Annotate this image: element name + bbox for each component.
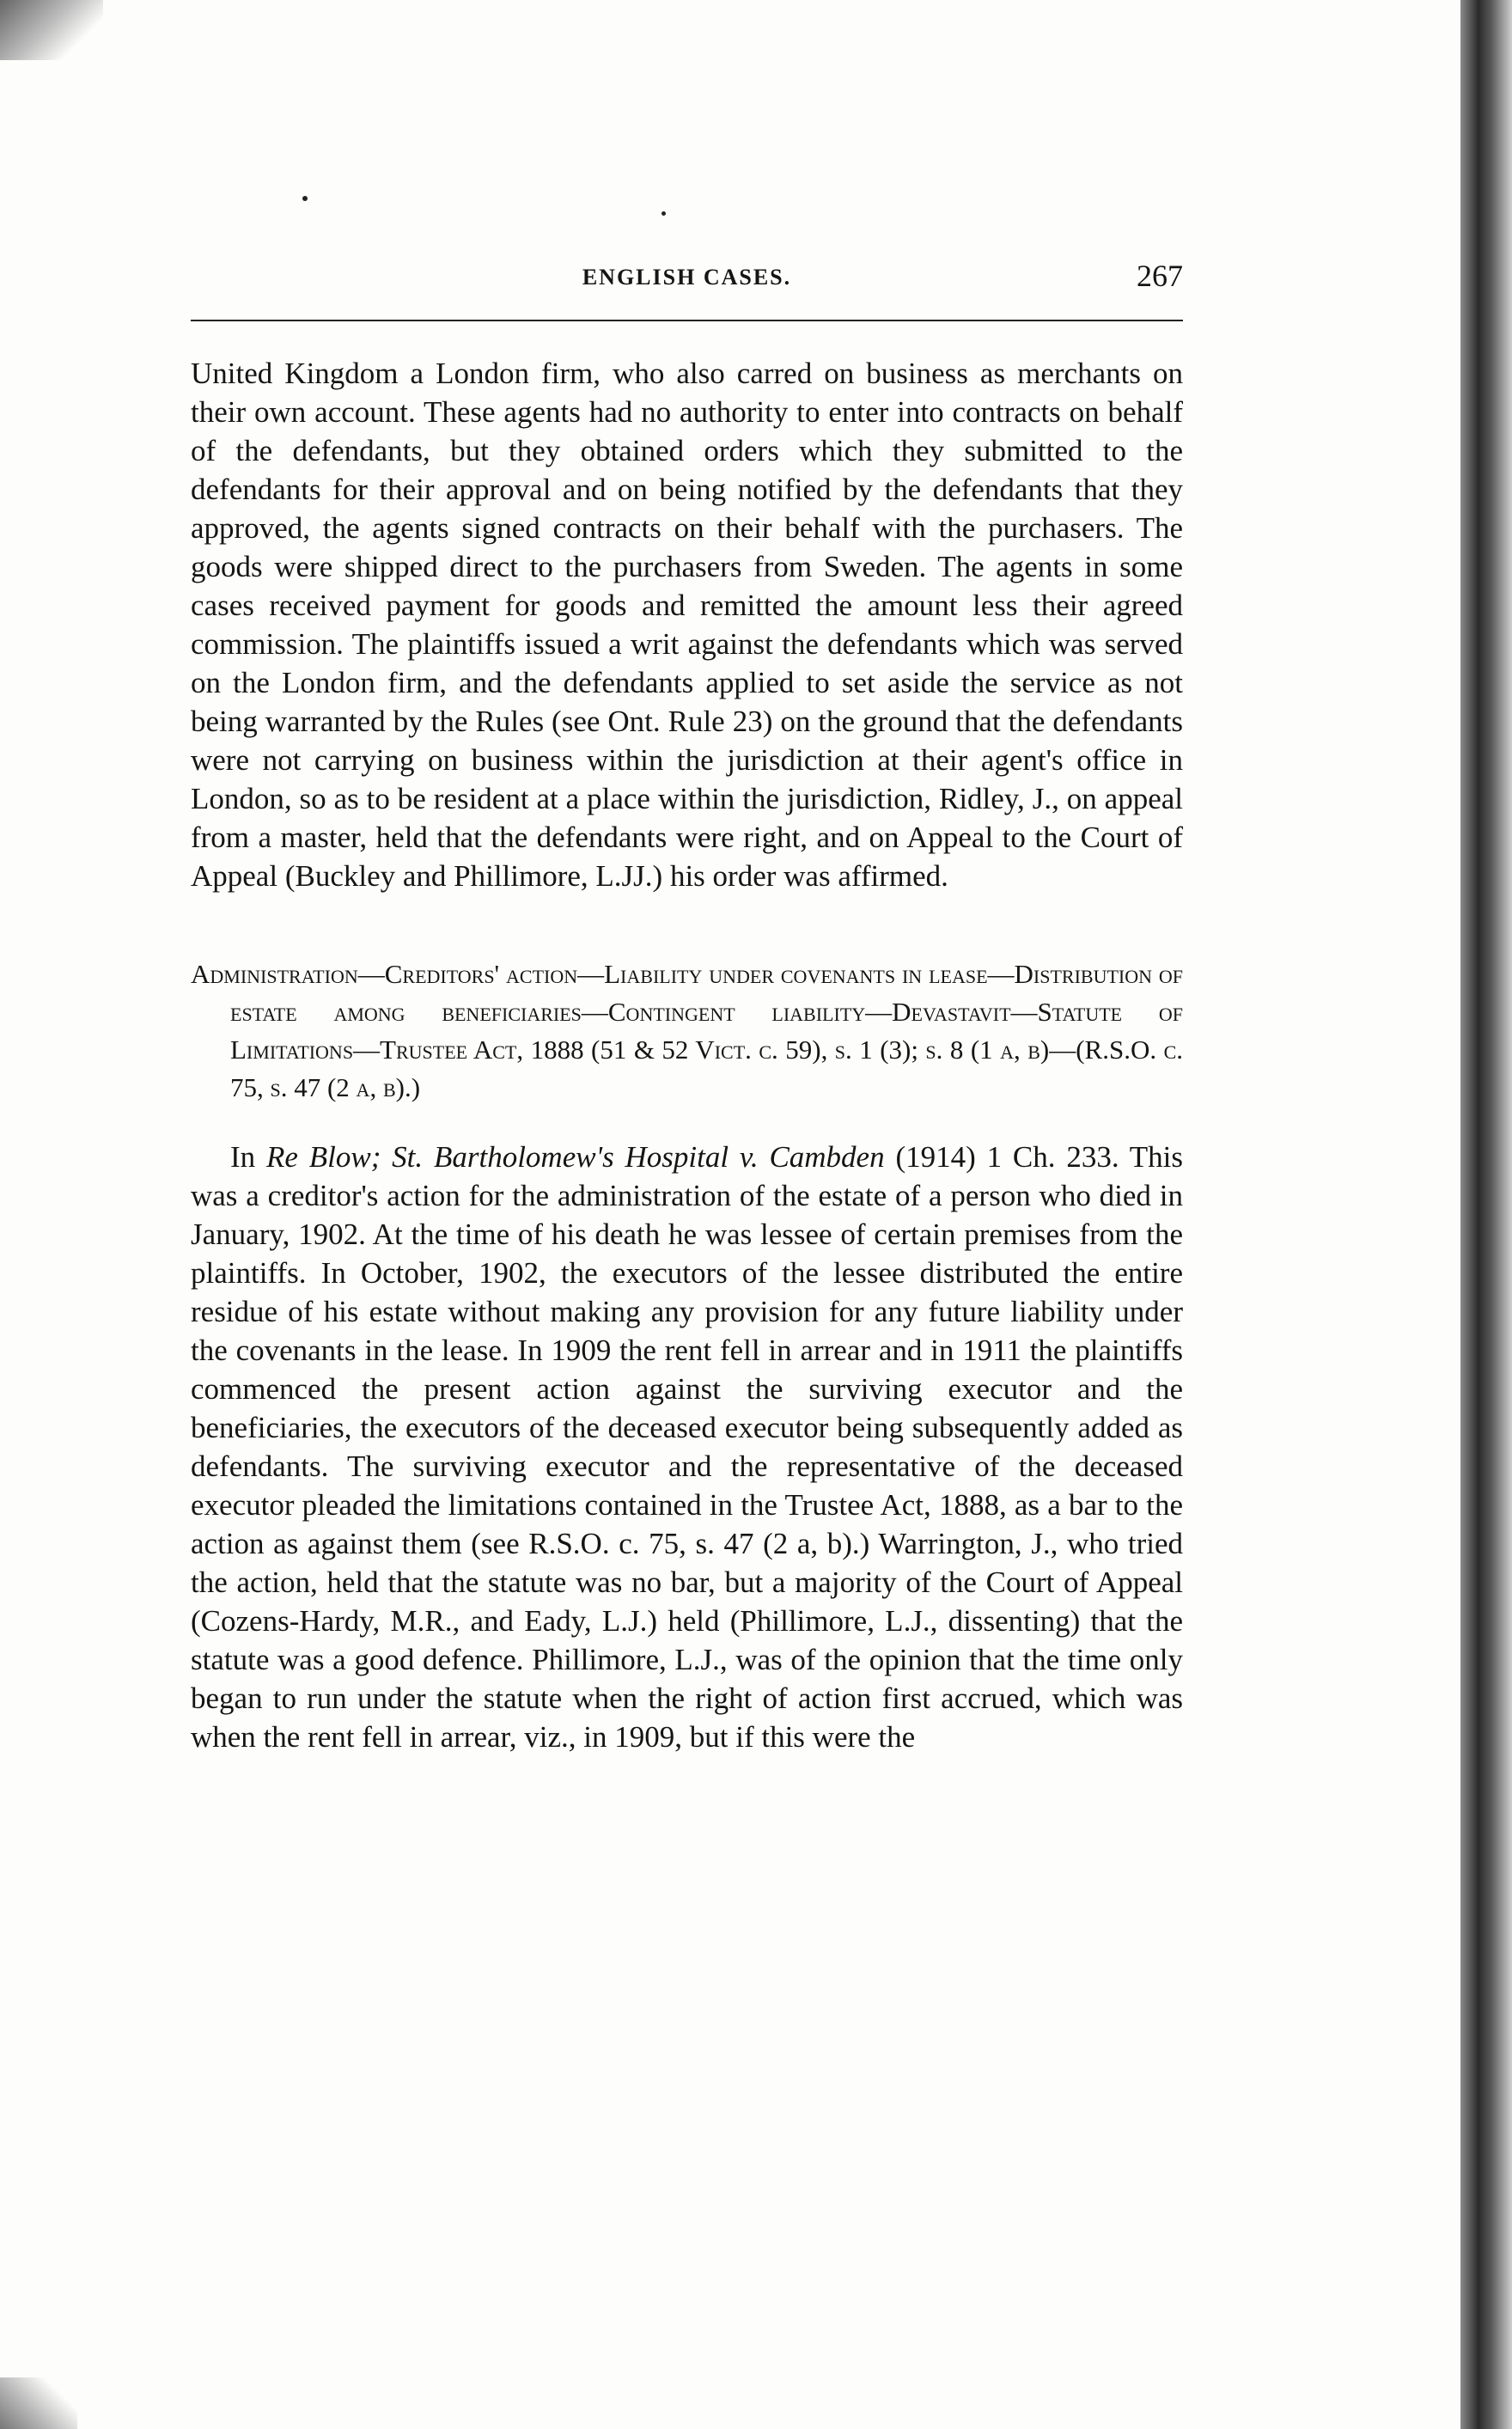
running-head-title: ENGLISH CASES. xyxy=(582,265,792,290)
scan-shadow-bottom-left xyxy=(0,2377,77,2429)
body-paragraph-2 xyxy=(191,1138,1183,1756)
case-headnote: Administration—Creditors' action—Liability under covenants in lease—Distribution of estate among beneficiaries—Contingent liability—Devastavit—Statute of Limitations—Trustee Act, 1888 (51 & 52 Vict. c. 59), s. 1 (3); s. 8 (1 a, b)—(R.S.O. c. 75, s. 47 (2 a, b).) xyxy=(191,959,1183,1102)
paragraph-prefix: In xyxy=(230,1140,266,1174)
paragraph-text: (1914) 1 Ch. 233. This was a creditor's action for the administration of the estate of a person who died in January, 1902. At the time of his death he was lessee of certain premises from the plaintiffs. In October, 1902, the executors of the lessee distributed the entire residue of his estate without making any provision for any future liability under the covenants in the lease. In 1909 the rent fell in arrear and in 1911 the plaintiffs commenced the present action against the surviving executor and the beneficiaries, the executors of the deceased executor being subsequently added as defendants. The surviving executor and the representative of the deceased executor pleaded the limitations contained in the Trustee Act, 1888, as a bar to the action as against them (see R.S.O. c. 75, s. 47 (2 a, b).) Warrington, J., who tried the action, held that the statute was no bar, but a majority of the Court of Appeal (Cozens-Hardy, M.R., and Eady, L.J.) held (Phillimore, L.J., dissenting) that the statute was a good defence. Phillimore, L.J., was of the opinion that the time only began to run under the statute when the right of action first accrued, which was when the rent fell in arrear, viz., in 1909, but if this were the xyxy=(191,1140,1184,1754)
running-header xyxy=(191,258,1183,311)
body-paragraph-1: United Kingdom a London firm, who also carred on business as merchants on their own account. These agents had no authority to enter into contracts on behalf of the defendants, but they obtained orders which they submitted to the defendants for their approval and on being notified by the defendants that they approved, the agents signed contracts on their behalf with the purchasers. The goods were shipped direct to the purchasers from Sweden. The agents in some cases received payment for goods and remitted the amount less their agreed commission. The plaintiffs issued a writ against the defendants which was served on the London firm, and the defendants applied to set aside the service as not being warranted by the Rules (see Ont. Rule 23) on the ground that the defendants were not carrying on business within the jurisdiction at their agent's office in London, so as to be resident at a place within the jurisdiction, Ridley, J., on appeal from a master, held that the defendants were right, and on Appeal to the Court of Appeal (Buckley and Phillimore, L.JJ.) his order was affirmed. xyxy=(191,357,1183,893)
ink-speck xyxy=(302,196,308,201)
scan-shadow-top-left xyxy=(0,0,103,60)
book-binding-edge xyxy=(1460,0,1512,2429)
header-rule xyxy=(191,320,1183,321)
case-name: Re Blow; St. Bartholomew's Hospital v. Cambden xyxy=(266,1140,885,1174)
page-content xyxy=(191,258,1183,1756)
ink-speck xyxy=(662,211,666,216)
page-number: 267 xyxy=(1137,259,1183,293)
